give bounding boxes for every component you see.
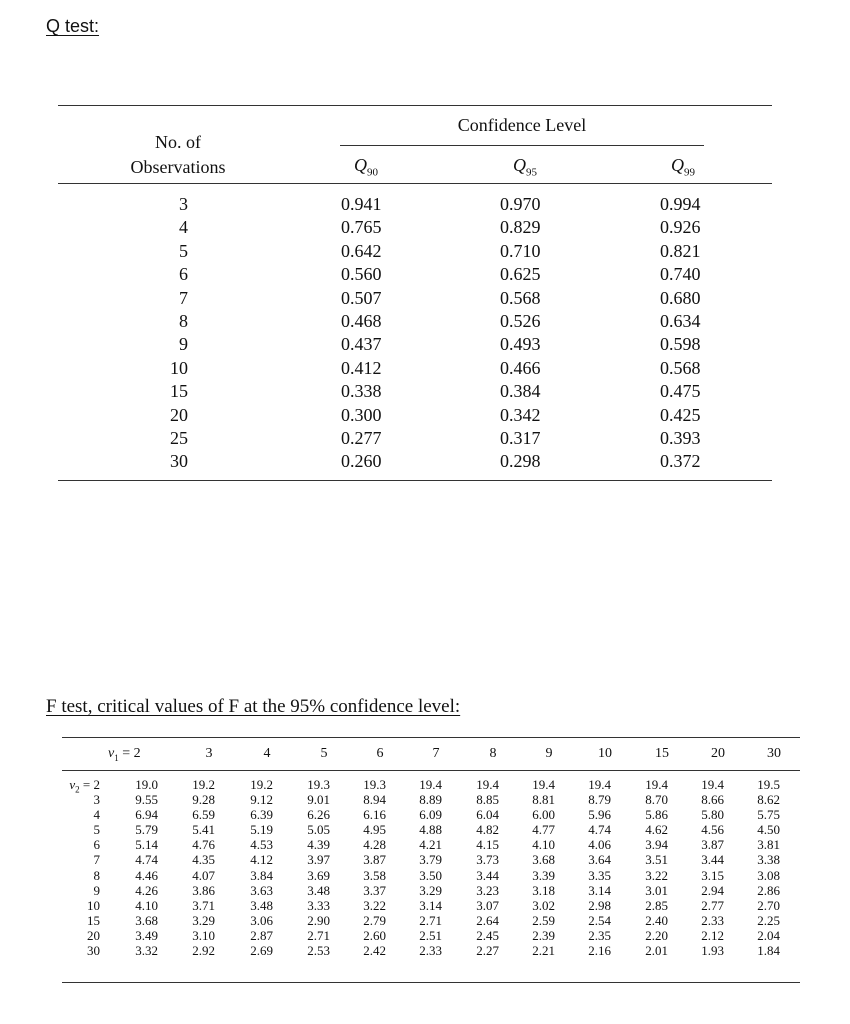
table-cell: 3.14: [588, 882, 611, 898]
table-cell: 2.35: [588, 927, 611, 943]
table-cell: 7: [179, 287, 188, 308]
table-cell: 4.77: [532, 822, 555, 838]
f-row-header: 5: [93, 822, 100, 838]
f-row-header: 30: [87, 943, 100, 959]
table-cell: 0.568: [500, 287, 541, 308]
table-cell: 9: [179, 334, 188, 355]
f-row-header: 8: [93, 867, 100, 883]
table-cell: 2.69: [250, 943, 273, 959]
table-cell: 3.94: [645, 837, 668, 853]
f-row-header: 20: [87, 927, 100, 943]
table-cell: 3.18: [532, 882, 555, 898]
table-cell: 0.468: [341, 311, 382, 332]
table-cell: 30: [170, 451, 188, 472]
table-cell: 3.08: [757, 867, 780, 883]
f-column-header: 6: [376, 746, 384, 761]
table-cell: 1.93: [701, 943, 724, 959]
table-cell: 2.27: [476, 943, 499, 959]
table-cell: 0.526: [500, 311, 541, 332]
table-cell: 3.68: [532, 852, 555, 868]
table-cell: 2.01: [645, 943, 668, 959]
observations-column-header: [120, 130, 236, 180]
table-cell: 2.33: [419, 943, 442, 959]
table-cell: 4.39: [307, 837, 330, 853]
table-cell: 0.425: [660, 404, 701, 425]
f-row-header: 3: [93, 792, 100, 808]
table-cell: 1.84: [757, 943, 780, 959]
table-cell: 0.970: [500, 194, 541, 214]
table-cell: 2.64: [476, 912, 499, 928]
table-cell: 0.642: [341, 240, 382, 261]
table-cell: 2.12: [701, 927, 724, 943]
table-cell: 4.35: [192, 852, 215, 868]
table-cell: 2.53: [307, 943, 330, 959]
table-cell: 0.926: [660, 217, 701, 238]
table-cell: 0.300: [341, 404, 382, 425]
table-cell: 0.625: [500, 264, 541, 285]
table-cell: 0.568: [660, 357, 701, 378]
table-cell: 2.71: [419, 912, 442, 928]
q90-column-header: $Q_{90}$: [354, 155, 378, 179]
table-cell: 3.14: [419, 897, 442, 913]
table-cell: 3.87: [701, 837, 724, 853]
table-cell: 6.09: [419, 807, 442, 823]
observations-column: [140, 193, 188, 474]
table-cell: 4.95: [363, 822, 386, 838]
table-cell: 2.21: [532, 943, 555, 959]
table-cell: 2.33: [701, 912, 724, 928]
table-cell: 8.94: [363, 792, 386, 808]
table-cell: 3.38: [757, 852, 780, 868]
table-cell: 19.2: [250, 777, 273, 792]
table-cell: 19.4: [476, 777, 499, 792]
table-cell: 3.07: [476, 897, 499, 913]
table-cell: 3.37: [363, 882, 386, 898]
table-cell: 0.821: [660, 240, 701, 261]
q-table-bottom-rule: [58, 480, 772, 481]
table-cell: 3.49: [135, 927, 158, 943]
table-cell: 2.25: [757, 912, 780, 928]
table-cell: 9.28: [192, 792, 215, 808]
table-cell: 4.10: [532, 837, 555, 853]
table-cell: 8.89: [419, 792, 442, 808]
table-cell: 4.88: [419, 822, 442, 838]
table-cell: 3.86: [192, 882, 215, 898]
table-cell: 2.87: [250, 927, 273, 943]
table-cell: 2.51: [419, 927, 442, 943]
table-cell: 0.634: [660, 311, 701, 332]
table-cell: 4.10: [135, 897, 158, 913]
table-cell: 0.941: [341, 194, 382, 214]
table-cell: 8.70: [645, 792, 668, 808]
table-cell: 9.55: [135, 792, 158, 808]
f-column-header: 9: [545, 746, 553, 761]
table-cell: 0.829: [500, 217, 541, 238]
table-cell: 8: [179, 311, 188, 332]
f-column-header: 20: [711, 746, 725, 761]
f-value-column: [684, 777, 724, 958]
table-cell: 6.59: [192, 807, 215, 823]
table-cell: 0.342: [500, 404, 541, 425]
table-cell: 5.96: [588, 807, 611, 823]
table-cell: 3.29: [419, 882, 442, 898]
table-cell: 6.00: [532, 807, 555, 823]
table-cell: 3.71: [192, 897, 215, 913]
table-cell: 5.86: [645, 807, 668, 823]
table-cell: 4.56: [701, 822, 724, 838]
table-cell: 2.42: [363, 943, 386, 959]
f-v1-header: $\nu_1 = 2$: [108, 746, 141, 763]
table-cell: 4.26: [135, 882, 158, 898]
confidence-level-header: Confidence Level: [457, 115, 587, 135]
f-row-header: 4: [93, 807, 100, 823]
table-cell: 20: [170, 404, 188, 425]
f-row-header: 9: [93, 882, 100, 898]
table-cell: 10: [170, 357, 188, 378]
table-cell: 9.12: [250, 792, 273, 808]
f-row-header: 15: [87, 912, 100, 928]
f-row-header-label: $\nu_2 = 2$: [69, 777, 100, 795]
table-cell: 2.45: [476, 927, 499, 943]
table-cell: 6.16: [363, 807, 386, 823]
table-cell: 3.33: [307, 897, 330, 913]
table-cell: 6.26: [307, 807, 330, 823]
table-cell: 2.54: [588, 912, 611, 928]
table-cell: 19.4: [419, 777, 442, 792]
table-cell: 3.73: [476, 852, 499, 868]
table-cell: 0.994: [660, 194, 701, 214]
table-cell: 3.68: [135, 912, 158, 928]
table-cell: 3.48: [250, 897, 273, 913]
table-cell: 19.0: [135, 777, 158, 792]
table-cell: 0.393: [660, 428, 701, 449]
table-cell: 0.493: [500, 334, 541, 355]
table-cell: 4: [179, 217, 188, 238]
table-cell: 0.338: [341, 381, 382, 402]
table-cell: 2.39: [532, 927, 555, 943]
table-cell: 19.4: [701, 777, 724, 792]
table-cell: 8.79: [588, 792, 611, 808]
table-cell: 0.372: [660, 451, 701, 472]
f-row-headers: [64, 792, 100, 958]
q90-column: [341, 193, 382, 474]
q95-column: [500, 193, 541, 474]
table-cell: 2.79: [363, 912, 386, 928]
table-cell: 3.23: [476, 882, 499, 898]
table-cell: 0.317: [500, 428, 541, 449]
table-cell: 4.28: [363, 837, 386, 853]
f-value-column: [233, 777, 273, 958]
f-value-column: [290, 777, 330, 958]
q-table-top-rule: [58, 105, 772, 106]
table-cell: 3.58: [363, 867, 386, 883]
table-cell: 3.79: [419, 852, 442, 868]
table-cell: 2.98: [588, 897, 611, 913]
f-value-column: [402, 777, 442, 958]
table-cell: 19.3: [363, 777, 386, 792]
table-cell: 15: [170, 381, 188, 402]
table-cell: 3.50: [419, 867, 442, 883]
f-column-header: 15: [655, 746, 669, 761]
table-cell: 3.02: [532, 897, 555, 913]
table-cell: 3.29: [192, 912, 215, 928]
table-cell: 2.94: [701, 882, 724, 898]
table-cell: 0.560: [341, 264, 382, 285]
table-cell: 3.39: [532, 867, 555, 883]
table-cell: 2.90: [307, 912, 330, 928]
table-cell: 5.05: [307, 822, 330, 838]
f-column-header: 8: [489, 746, 497, 761]
table-cell: 0.298: [500, 451, 541, 472]
table-cell: 4.21: [419, 837, 442, 853]
table-cell: 3.87: [363, 852, 386, 868]
f-header-bottom-rule: [62, 770, 800, 771]
table-cell: 0.437: [341, 334, 382, 355]
table-cell: 3.15: [701, 867, 724, 883]
table-cell: 0.277: [341, 428, 382, 449]
table-cell: 4.46: [135, 867, 158, 883]
table-cell: 3.22: [363, 897, 386, 913]
f-column-header: 5: [320, 746, 328, 761]
table-cell: 0.412: [341, 357, 382, 378]
table-cell: 3.97: [307, 852, 330, 868]
table-cell: 2.86: [757, 882, 780, 898]
table-cell: 3.01: [645, 882, 668, 898]
f-table-bottom-rule: [62, 982, 800, 983]
table-cell: 9.01: [307, 792, 330, 808]
f-value-column: [175, 777, 215, 958]
table-cell: 0.710: [500, 240, 541, 261]
table-cell: 3: [179, 194, 188, 214]
observations-header-line1: No. of: [155, 132, 201, 152]
table-cell: 4.50: [757, 822, 780, 838]
f-value-column: [118, 777, 158, 958]
table-cell: 2.40: [645, 912, 668, 928]
table-cell: 25: [170, 428, 188, 449]
table-cell: 3.44: [476, 867, 499, 883]
f-row-header: 7: [93, 852, 100, 868]
table-cell: 3.84: [250, 867, 273, 883]
table-cell: 0.598: [660, 334, 701, 355]
table-cell: 2.77: [701, 897, 724, 913]
f-column-header: 10: [598, 746, 612, 761]
table-cell: 6.04: [476, 807, 499, 823]
table-cell: 4.74: [135, 852, 158, 868]
f-column-header: 4: [263, 746, 271, 761]
table-cell: 3.48: [307, 882, 330, 898]
table-cell: 2.60: [363, 927, 386, 943]
table-cell: 0.765: [341, 217, 382, 238]
table-cell: 19.2: [192, 777, 215, 792]
table-cell: 2.71: [307, 927, 330, 943]
table-cell: 19.4: [532, 777, 555, 792]
table-cell: 8.81: [532, 792, 555, 808]
table-cell: 3.64: [588, 852, 611, 868]
table-cell: 0.740: [660, 264, 701, 285]
q-test-heading: Q test:: [46, 16, 100, 36]
table-cell: 0.466: [500, 357, 541, 378]
table-cell: 5.14: [135, 837, 158, 853]
q-header-bottom-rule: [58, 183, 772, 184]
table-cell: 3.35: [588, 867, 611, 883]
table-cell: 0.384: [500, 381, 541, 402]
f-row-header: 10: [87, 897, 100, 913]
table-cell: 0.680: [660, 287, 701, 308]
table-cell: 4.07: [192, 867, 215, 883]
table-cell: 4.82: [476, 822, 499, 838]
table-cell: 8.85: [476, 792, 499, 808]
table-cell: 3.63: [250, 882, 273, 898]
table-cell: 5: [179, 240, 188, 261]
table-cell: 19.4: [645, 777, 668, 792]
q99-column: [660, 193, 701, 474]
table-cell: 3.10: [192, 927, 215, 943]
f-value-column: [459, 777, 499, 958]
f-value-column: [346, 777, 386, 958]
table-cell: 19.4: [588, 777, 611, 792]
f-column-header: 3: [205, 746, 213, 761]
table-cell: 2.70: [757, 897, 780, 913]
table-cell: 2.16: [588, 943, 611, 959]
table-cell: 4.15: [476, 837, 499, 853]
table-cell: 3.32: [135, 943, 158, 959]
table-cell: 2.92: [192, 943, 215, 959]
table-cell: 5.79: [135, 822, 158, 838]
f-column-header: 30: [767, 746, 781, 761]
table-cell: 0.475: [660, 381, 701, 402]
table-cell: 5.19: [250, 822, 273, 838]
f-value-column: [628, 777, 668, 958]
table-cell: 4.12: [250, 852, 273, 868]
table-cell: 19.5: [757, 777, 780, 792]
q95-column-header: $Q_{95}$: [513, 155, 537, 179]
table-cell: 0.507: [341, 287, 382, 308]
table-cell: 2.59: [532, 912, 555, 928]
table-cell: 2.04: [757, 927, 780, 943]
observations-header-line2: Observations: [130, 157, 226, 177]
f-test-heading: F test, critical values of F at the 95% confidence level:: [46, 696, 461, 717]
table-cell: 4.76: [192, 837, 215, 853]
table-cell: 3.69: [307, 867, 330, 883]
table-cell: 5.41: [192, 822, 215, 838]
table-cell: 0.260: [341, 451, 382, 472]
table-cell: 2.20: [645, 927, 668, 943]
q-confidence-rule: [340, 145, 704, 146]
table-cell: 4.74: [588, 822, 611, 838]
table-cell: 3.06: [250, 912, 273, 928]
table-cell: 19.3: [307, 777, 330, 792]
table-cell: 4.06: [588, 837, 611, 853]
table-cell: 8.66: [701, 792, 724, 808]
table-cell: 4.62: [645, 822, 668, 838]
table-cell: 5.80: [701, 807, 724, 823]
table-cell: 3.44: [701, 852, 724, 868]
table-cell: 6: [179, 264, 188, 285]
f-column-header: 7: [432, 746, 440, 761]
table-cell: 6.39: [250, 807, 273, 823]
table-cell: 2.85: [645, 897, 668, 913]
f-table-top-rule: [62, 737, 800, 738]
f-value-column: [515, 777, 555, 958]
q99-column-header: $Q_{99}$: [671, 155, 695, 179]
table-cell: 5.75: [757, 807, 780, 823]
f-row-header: 6: [93, 837, 100, 853]
f-value-column: [740, 777, 780, 958]
table-cell: 8.62: [757, 792, 780, 808]
f-value-column: [571, 777, 611, 958]
table-cell: 6.94: [135, 807, 158, 823]
table-cell: 3.81: [757, 837, 780, 853]
table-cell: 3.51: [645, 852, 668, 868]
table-cell: 4.53: [250, 837, 273, 853]
table-cell: 3.22: [645, 867, 668, 883]
